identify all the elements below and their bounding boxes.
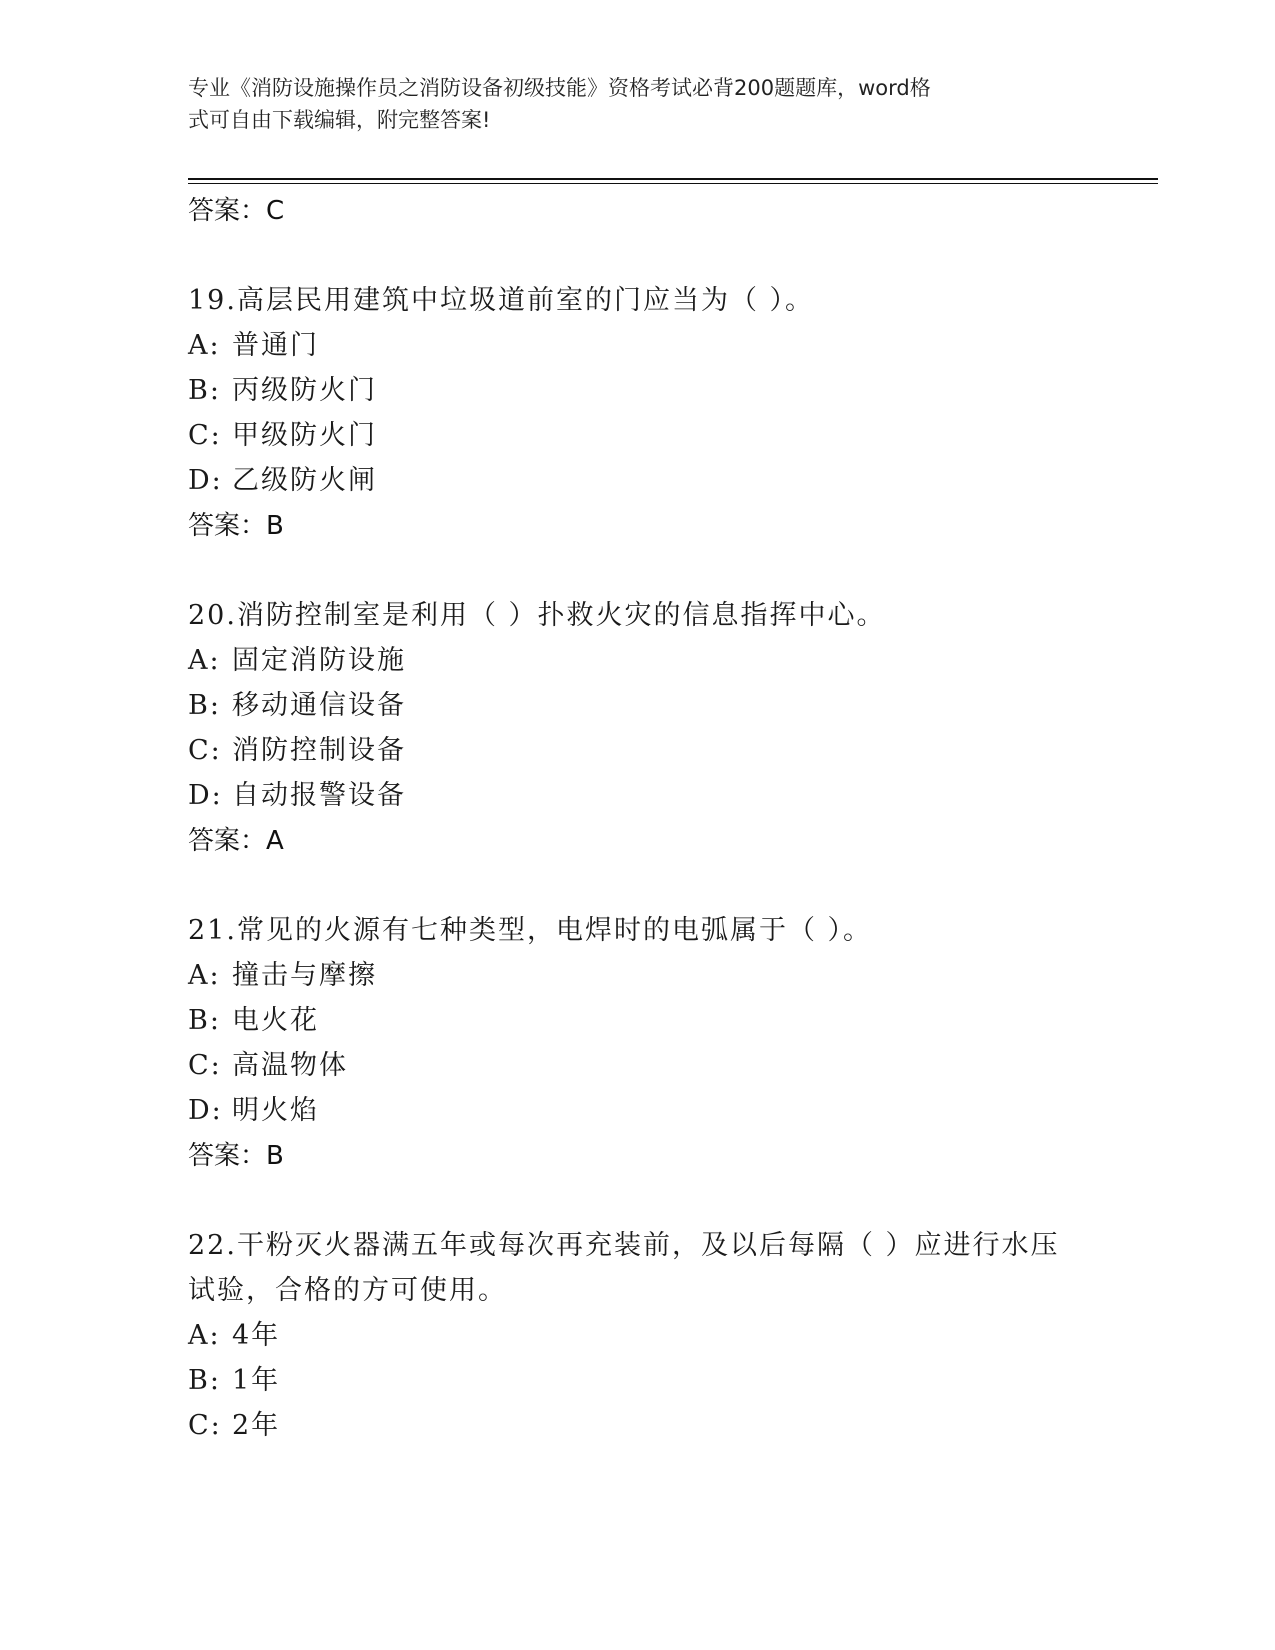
option-line — [188, 953, 1088, 998]
option-text: 1年 — [232, 1365, 281, 1396]
question-list — [188, 188, 1088, 1448]
header-divider-thin — [188, 183, 1158, 184]
option-label: A: — [188, 960, 221, 991]
option-text: 移动通信设备 — [232, 690, 406, 721]
option-line — [188, 1313, 1088, 1358]
question-text: 22.干粉灭火器满五年或每次再充装前，及以后每隔（ ）应进行水压试验，合格的方可使用。 — [188, 1230, 1060, 1306]
option-line — [188, 1403, 1088, 1448]
option-label: A: — [188, 1320, 221, 1351]
option-label: B: — [188, 690, 221, 721]
option-text: 撞击与摩擦 — [232, 960, 377, 991]
option-label: B: — [188, 1365, 221, 1396]
page-header — [188, 72, 1088, 136]
option-line — [188, 1043, 1088, 1088]
option-text: 乙级防火闸 — [232, 465, 377, 496]
option-label: C: — [188, 420, 222, 451]
option-line — [188, 1088, 1088, 1133]
header-line-2: 式可自由下载编辑，附完整答案! — [188, 108, 491, 132]
option-text: 4年 — [232, 1320, 281, 1351]
option-line — [188, 368, 1088, 413]
option-text: 自动报警设备 — [232, 780, 406, 811]
option-line — [188, 458, 1088, 503]
option-line — [188, 728, 1088, 773]
option-text: 明火焰 — [232, 1095, 319, 1126]
answer-line: 答案：C — [188, 196, 285, 226]
option-text: 消防控制设备 — [232, 735, 406, 766]
option-line — [188, 413, 1088, 458]
option-line — [188, 323, 1088, 368]
option-label: D: — [188, 780, 223, 811]
option-label: D: — [188, 465, 223, 496]
answer-line: 答案：A — [188, 826, 284, 856]
option-text: 甲级防火门 — [232, 420, 377, 451]
option-text: 固定消防设施 — [232, 645, 406, 676]
option-line — [188, 998, 1088, 1043]
option-line — [188, 773, 1088, 818]
option-line — [188, 638, 1088, 683]
option-line — [188, 1358, 1088, 1403]
option-label: A: — [188, 645, 221, 676]
header-divider — [188, 178, 1158, 180]
question-text: 20.消防控制室是利用（ ）扑救火灾的信息指挥中心。 — [188, 600, 886, 631]
header-line-1: 专业《消防设施操作员之消防设备初级技能》资格考试必背200题题库，word格 — [188, 76, 931, 100]
answer-line: 答案：B — [188, 511, 284, 541]
question-text: 19.高层民用建筑中垃圾道前室的门应当为（ ）。 — [188, 285, 815, 316]
option-text: 普通门 — [232, 330, 319, 361]
option-label: C: — [188, 1050, 222, 1081]
option-label: A: — [188, 330, 221, 361]
question-text: 21.常见的火源有七种类型，电焊时的电弧属于（ ）。 — [188, 915, 873, 946]
option-text: 丙级防火门 — [232, 375, 377, 406]
answer-line: 答案：B — [188, 1141, 284, 1171]
option-text: 高温物体 — [232, 1050, 348, 1081]
option-text: 2年 — [232, 1410, 281, 1441]
option-label: C: — [188, 1410, 222, 1441]
option-line — [188, 683, 1088, 728]
option-label: C: — [188, 735, 222, 766]
option-label: D: — [188, 1095, 223, 1126]
option-label: B: — [188, 375, 221, 406]
option-label: B: — [188, 1005, 221, 1036]
option-text: 电火花 — [232, 1005, 319, 1036]
